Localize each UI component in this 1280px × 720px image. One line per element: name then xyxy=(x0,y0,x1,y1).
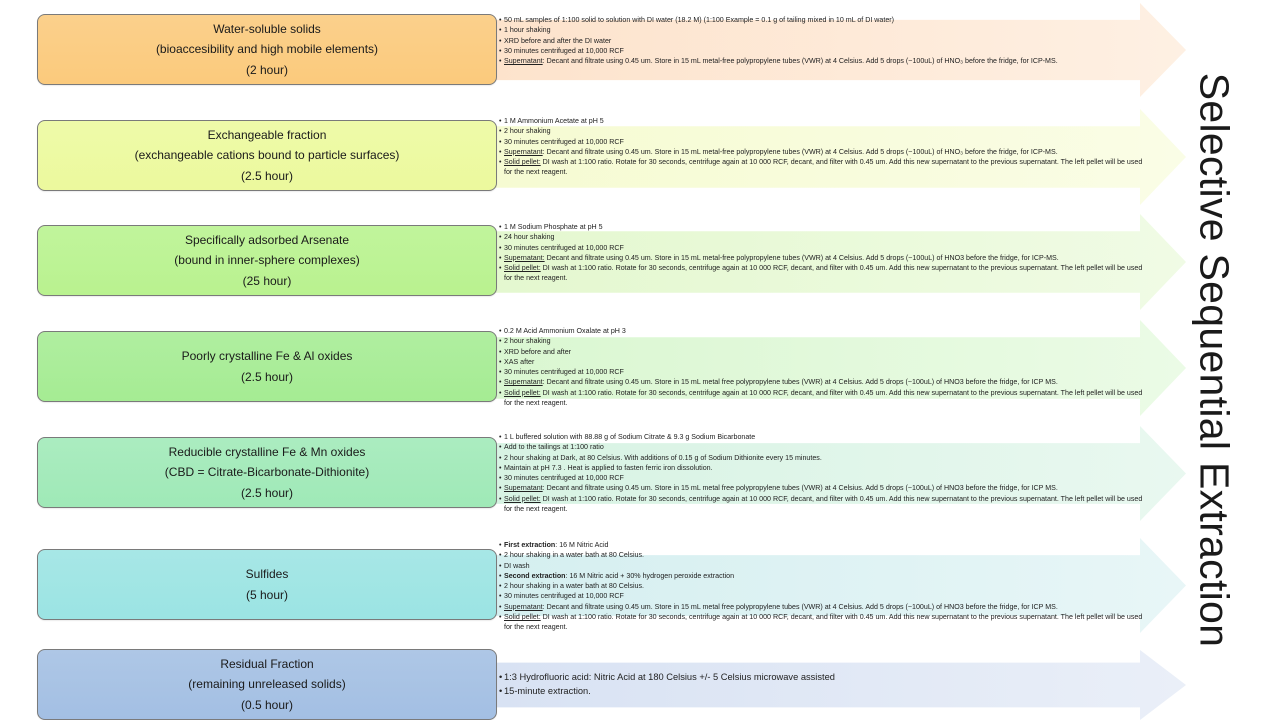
step-detail-item: • Solid pellet: DI wash at 1:100 ratio. Rotate for 30 seconds, centrifuge again at 10 000 RCF, decant, and filter with 0.45 um. Add this new supernatant to the previous supernatant. The left pellet will be used for the next reagent. xyxy=(499,157,1147,178)
detail-label: Second extraction xyxy=(504,571,566,580)
step-detail-item: • 2 hour shaking at Dark, at 80 Celsius. With additions of 0.15 g of Sodium Dithionite every 15 minutes. xyxy=(499,453,1147,463)
detail-label: Solid pellet: xyxy=(504,388,541,397)
step-detail-item: • 1 M Ammonium Acetate at pH 5 xyxy=(499,116,1147,126)
detail-label: Supernatant xyxy=(504,378,543,387)
step-detail-item: • 30 minutes centrifuged at 10,000 RCF xyxy=(499,367,1147,377)
step-details xyxy=(499,670,1147,698)
step-detail-item: • 50 mL samples of 1:100 solid to solution with DI water (18.2 M) (1:100 Example = 0.1 g of tailing mixed in 10 mL of DI water) xyxy=(499,15,1147,25)
step-detail-item: • Solid pellet: DI wash at 1:100 ratio. Rotate for 30 seconds, centrifuge again at 10 000 RCF, decant, and filter with 0.45 um. Add this new supernatant to the previous supernatant. The left pellet will be used for the next reagent. xyxy=(499,612,1147,633)
step-detail-item: • Solid pellet: DI wash at 1:100 ratio. Rotate for 30 seconds, centrifuge again at 10 000 RCF, decant, and filter with 0.45 um. Add this new supernatant to the previous supernatant. The left pellet will be used for the next reagent. xyxy=(499,263,1147,284)
step-detail-item: • 30 minutes centrifuged at 10,000 RCF xyxy=(499,591,1147,601)
step-detail-item: • 2 hour shaking xyxy=(499,336,1147,346)
step-box-line: (bound in inner-sphere complexes) xyxy=(174,253,360,268)
step-box-line: (2 hour) xyxy=(245,62,289,77)
detail-label: Solid pellet: xyxy=(504,613,541,622)
step-details xyxy=(499,15,1147,66)
step-box-line: Poorly crystalline Fe & Al oxides xyxy=(181,349,353,363)
step-box-line: (0.5 hour) xyxy=(240,697,294,712)
step-detail-item: • XAS after xyxy=(499,357,1147,367)
detail-label: Supernatant xyxy=(504,602,543,611)
step-box-line: (25 hour) xyxy=(242,273,292,288)
step-box-line: (5 hour) xyxy=(245,587,289,602)
step-detail-item: • 1 M Sodium Phosphate at pH 5 xyxy=(499,222,1147,232)
step-detail-item: • 24 hour shaking xyxy=(499,232,1147,242)
step-box xyxy=(37,225,497,296)
step-box xyxy=(37,437,497,508)
step-detail-item: • 2 hour shaking xyxy=(499,126,1147,136)
detail-label: Solid pellet: xyxy=(504,494,541,503)
step-detail-item: • 30 minutes centrifuged at 10,000 RCF xyxy=(499,243,1147,253)
step-box-line: (2.5 hour) xyxy=(240,485,294,500)
diagram-title: Selective Sequential Extraction xyxy=(1191,72,1238,648)
step-detail-item: • Add to the tailings at 1:100 ratio xyxy=(499,442,1147,452)
step-details xyxy=(499,540,1147,633)
step-detail-item: • Second extraction: 16 M Nitric acid + 30% hydrogen peroxide extraction xyxy=(499,571,1147,581)
step-detail-item: • Maintain at pH 7.3 . Heat is applied to fasten ferric iron dissolution. xyxy=(499,463,1147,473)
step-box-line: (2.5 hour) xyxy=(240,168,294,183)
detail-label: First extraction xyxy=(504,541,556,549)
step-box-line: Residual Fraction xyxy=(220,656,314,671)
step-detail-item: • 1:3 Hydrofluoric acid: Nitric Acid at 180 Celsius +/- 5 Celsius microwave assisted xyxy=(499,670,1147,684)
step-detail-item: • Supernatant: Decant and filtrate using 0.45 um. Store in 15 mL metal free polypropylene tubes (VWR) at 4 Celsius. Add 5 drops (~100uL) of HNO3 before the fridge, for ICP MS. xyxy=(499,602,1147,612)
step-box-line: Sulfides xyxy=(245,567,289,581)
step-detail-item: • Solid pellet: DI wash at 1:100 ratio. Rotate for 30 seconds, centrifuge again at 10 000 RCF, decant, and filter with 0.45 um. Add this new supernatant to the previous supernatant. The left pellet will be used for the next reagent. xyxy=(499,494,1147,515)
detail-label: Supernatant xyxy=(504,147,543,156)
step-box-line: (exchangeable cations bound to particle surfaces) xyxy=(134,148,400,163)
step-detail-item: • 30 minutes centrifuged at 10,000 RCF xyxy=(499,473,1147,483)
step-box-line: Reducible crystalline Fe & Mn oxides xyxy=(168,444,366,459)
step-box xyxy=(37,331,497,402)
step-detail-item: • DI wash xyxy=(499,561,1147,571)
step-detail-item: • 2 hour shaking in a water bath at 80 Celsius. xyxy=(499,550,1147,560)
step-detail-item: • Supernatant: Decant and filtrate using 0.45 um. Store in 15 mL metal-free polypropylene tubes (VWR) at 4 Celsius. Add 5 drops (~100uL) of HNO3 before the fridge, for ICP-MS. xyxy=(499,253,1147,263)
step-detail-item: • First extraction: 16 M Nitric Acid xyxy=(499,540,1147,550)
step-box-line: Specifically adsorbed Arsenate xyxy=(184,232,350,247)
step-box-line: (remaining unreleased solids) xyxy=(188,677,346,692)
step-detail-item: • 30 minutes centrifuged at 10,000 RCF xyxy=(499,137,1147,147)
step-detail-item: • Supernatant: Decant and filtrate using 0.45 um. Store in 15 mL metal-free polypropylene tubes (VWR) at 4 Celsius. Add 5 drops (~100uL) of HNO₃ before the fridge, for ICP-MS. xyxy=(499,56,1147,66)
step-detail-item: • Supernatant: Decant and filtrate using 0.45 um. Store in 15 mL metal free polypropylene tubes (VWR) at 4 Celsius. Add 5 drops (~100uL) of HNO3 before the fridge, for ICP MS. xyxy=(499,483,1147,493)
step-box xyxy=(37,649,497,720)
step-box-line: Water-soluble solids xyxy=(213,21,321,36)
step-detail-item: • Solid pellet: DI wash at 1:100 ratio. Rotate for 30 seconds, centrifuge again at 10 000 RCF, decant, and filter with 0.45 um. Add this new supernatant to the previous supernatant. The left pellet will be used for the next reagent. xyxy=(499,388,1147,409)
detail-label: Solid pellet: xyxy=(504,264,541,273)
detail-label: Supernatant xyxy=(504,484,543,493)
step-box-line: (bioaccesibility and high mobile elements) xyxy=(155,42,379,57)
step-details xyxy=(499,326,1147,408)
step-box-line: (CBD = Citrate-Bicarbonate-Dithionite) xyxy=(164,465,370,480)
detail-label: Supernatant: xyxy=(504,253,545,262)
step-box xyxy=(37,549,497,620)
step-detail-item: • 1 hour shaking xyxy=(499,25,1147,35)
step-detail-item: • Supernatant: Decant and filtrate using 0.45 um. Store in 15 mL metal-free polypropylene tubes (VWR) at 4 Celsius. Add 5 drops (~100uL) of HNO₃ before the fridge, for ICP-MS. xyxy=(499,147,1147,157)
step-box-line: Exchangeable fraction xyxy=(207,127,327,142)
step-detail-item: • 1 L buffered solution with 88.88 g of Sodium Citrate & 9.3 g Sodium Bicarbonate xyxy=(499,432,1147,442)
step-detail-item: • XRD before and after the DI water xyxy=(499,36,1147,46)
step-detail-item: • Supernatant: Decant and filtrate using 0.45 um. Store in 15 mL metal free polypropylene tubes (VWR) at 4 Celsius. Add 5 drops (~100uL) of HNO3 before the fridge, for ICP MS. xyxy=(499,377,1147,387)
step-detail-item: • 30 minutes centrifuged at 10,000 RCF xyxy=(499,46,1147,56)
step-details xyxy=(499,116,1147,178)
step-detail-item: • 2 hour shaking in a water bath at 80 Celsius. xyxy=(499,581,1147,591)
detail-label: Supernatant xyxy=(504,57,543,66)
step-box xyxy=(37,120,497,191)
step-details xyxy=(499,222,1147,284)
step-box-line: (2.5 hour) xyxy=(240,369,294,384)
step-detail-item: • XRD before and after xyxy=(499,347,1147,357)
detail-label: Solid pellet: xyxy=(504,158,541,167)
step-details xyxy=(499,432,1147,514)
step-detail-item: • 15-minute extraction. xyxy=(499,684,1147,698)
step-box xyxy=(37,14,497,85)
step-detail-item: • 0.2 M Acid Ammonium Oxalate at pH 3 xyxy=(499,326,1147,336)
